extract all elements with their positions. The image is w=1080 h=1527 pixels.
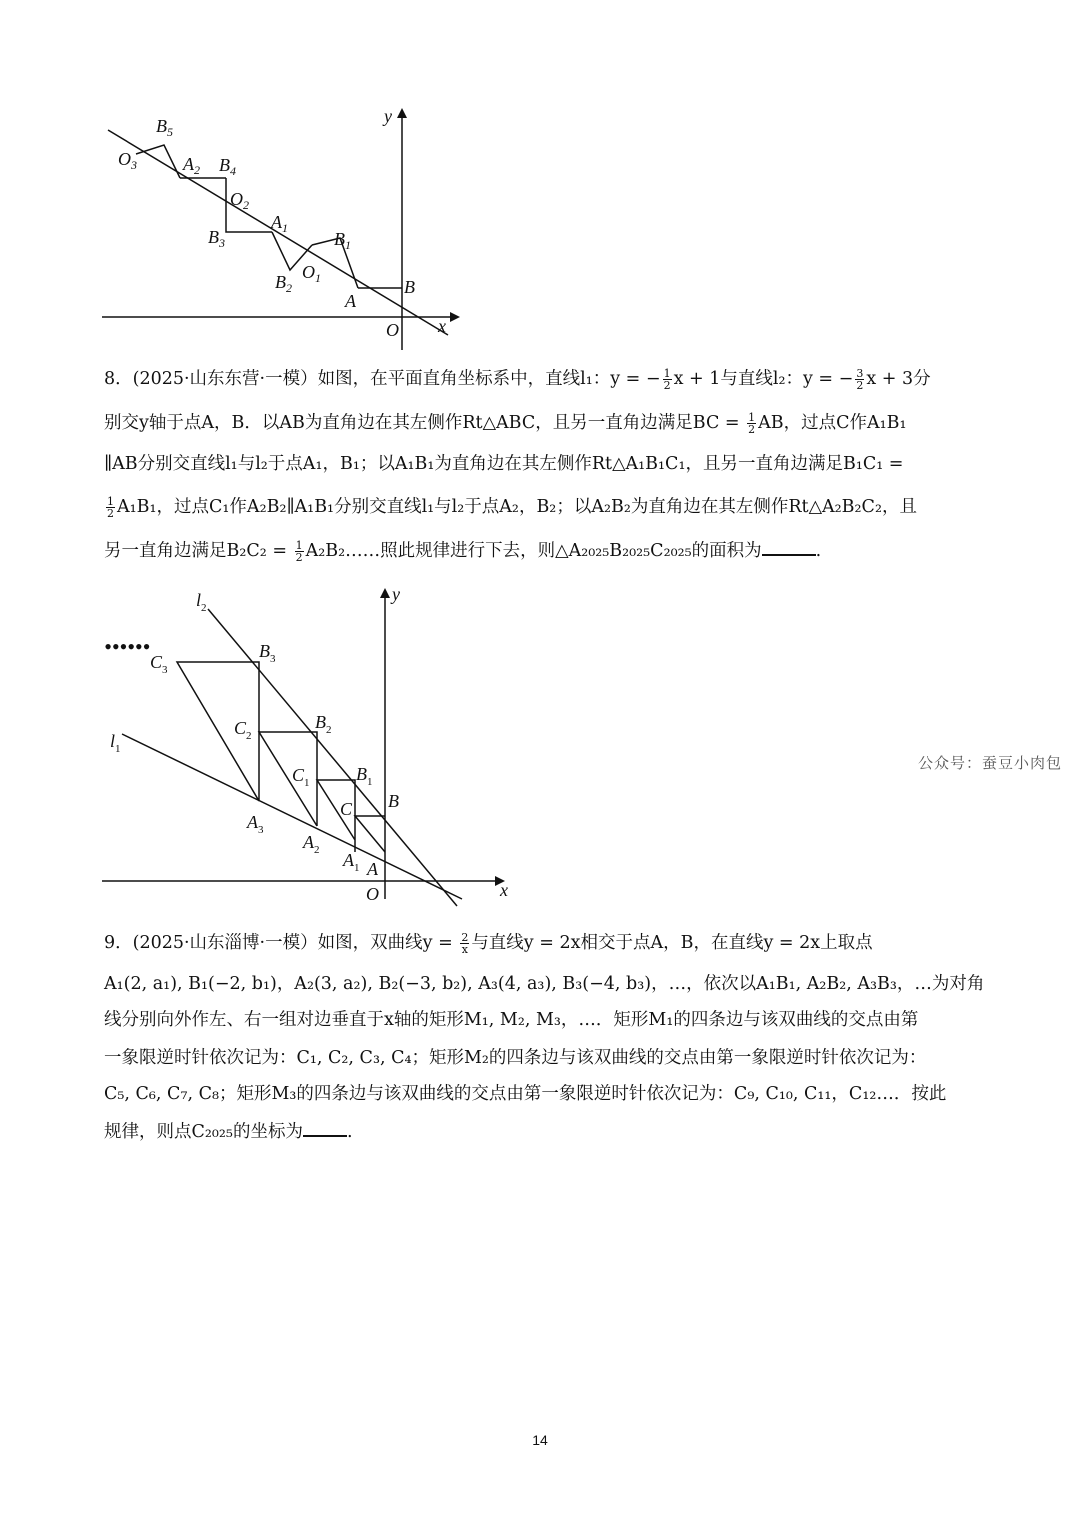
answer-blank-8[interactable] xyxy=(762,554,816,556)
label-A2: $A_2$ xyxy=(303,832,320,856)
figure-middle xyxy=(100,584,530,914)
label-C2: $C_2$ xyxy=(234,718,252,742)
q8-line1: 8．(2025·山东东营·一模）如图，在平面直角坐标系中，直线l₁：y = − xyxy=(104,369,661,389)
q9-line1: 9．(2025·山东淄博·一模）如图，双曲线y = xyxy=(104,933,459,953)
label-A: A xyxy=(367,859,378,879)
q8-line4: A₁B₁，过点C₁作A₂B₂∥A₁B₁分别交直线l₁与l₂于点A₂，B₂；以A₂B₂为直角边在其左侧作Rt△A₂B₂C₂，且 xyxy=(117,497,917,517)
label-B3: $B_3$ xyxy=(208,227,225,250)
triangle-B5 xyxy=(136,145,180,178)
figure-top xyxy=(100,100,480,360)
label-B2: $B_2$ xyxy=(315,712,332,736)
label-A: A xyxy=(345,291,356,311)
q8-line3: ∥AB分别交直线l₁与l₂于点A₁，B₁；以A₁B₁为直角边在其左侧作Rt△A₁B₁C₁，且另一直角边满足B₁C₁ = xyxy=(104,454,904,474)
label-B1: $B_1$ xyxy=(334,229,351,252)
label-C1: $C_1$ xyxy=(292,765,310,789)
label-x: x xyxy=(438,316,446,336)
label-B2: $B_2$ xyxy=(275,272,292,295)
page-number: 14 xyxy=(532,1432,548,1448)
answer-blank-9[interactable] xyxy=(303,1135,347,1137)
label-B5: $B_5$ xyxy=(156,116,173,139)
label-O: O xyxy=(366,884,379,904)
label-B1: $B_1$ xyxy=(356,764,373,788)
q9-line3: 线分别向外作左、右一组对边垂直于x轴的矩形M₁, M₂, M₃，…．矩形M₁的四条边与该双曲线的交点由第 xyxy=(104,1010,919,1030)
q9-line5: C₅, C₆, C₇, C₈；矩形M₃的四条边与该双曲线的交点由第一象限逆时针依次记为：C₉, C₁₀, C₁₁，C₁₂…．按此 xyxy=(104,1084,947,1104)
line-l1 xyxy=(122,734,462,899)
label-A2: $A_2$ xyxy=(183,154,200,177)
watermark: 公众号：蚕豆小肉包 xyxy=(918,754,1063,772)
line-l2 xyxy=(208,609,457,906)
label-l1: $l_1$ xyxy=(110,731,121,755)
label-B: B xyxy=(404,277,415,297)
label-l2: $l_2$ xyxy=(196,590,207,614)
label-C: C xyxy=(340,799,353,819)
q9-line4: 一象限逆时针依次记为：C₁, C₂, C₃, C₄；矩形M₂的四条边与该双曲线的交点由第一象限逆时针依次记为： xyxy=(104,1048,927,1068)
label-B4: $B_4$ xyxy=(219,155,236,178)
label-B3: $B_3$ xyxy=(259,641,276,665)
label-x: x xyxy=(500,880,508,900)
q8-line2: 别交y轴于点A，B．以AB为直角边在其左侧作Rt△ABC，且另一直角边满足BC = xyxy=(104,413,746,433)
label-O3: $O_3$ xyxy=(118,149,137,172)
label-y: y xyxy=(384,106,392,126)
ellipsis-dots: •••••• xyxy=(104,634,151,659)
q9-line6: 规律，则点C₂₀₂₅的坐标为 xyxy=(104,1122,303,1142)
label-A1: $A_1$ xyxy=(271,212,288,235)
label-y: y xyxy=(392,584,400,604)
label-O: O xyxy=(386,320,399,340)
label-B: B xyxy=(388,791,399,811)
label-A1: $A_1$ xyxy=(343,850,360,874)
label-C3: $C_3$ xyxy=(150,652,168,676)
label-A3: $A_3$ xyxy=(247,812,264,836)
q8-line5: 另一直角边满足B₂C₂ = xyxy=(104,541,293,561)
label-O1: $O_1$ xyxy=(302,262,321,285)
diagonal-line xyxy=(108,130,448,335)
triangle-C xyxy=(355,816,385,852)
label-O2: $O_2$ xyxy=(230,189,249,212)
q9-line2: A₁(2, a₁), B₁(−2, b₁)，A₂(3, a₂), B₂(−3, b₂), A₃(4, a₃), B₃(−4, b₃)，…，依次以A₁B₁, A₂B₂, A₃B₃，…为对角 xyxy=(104,974,985,994)
